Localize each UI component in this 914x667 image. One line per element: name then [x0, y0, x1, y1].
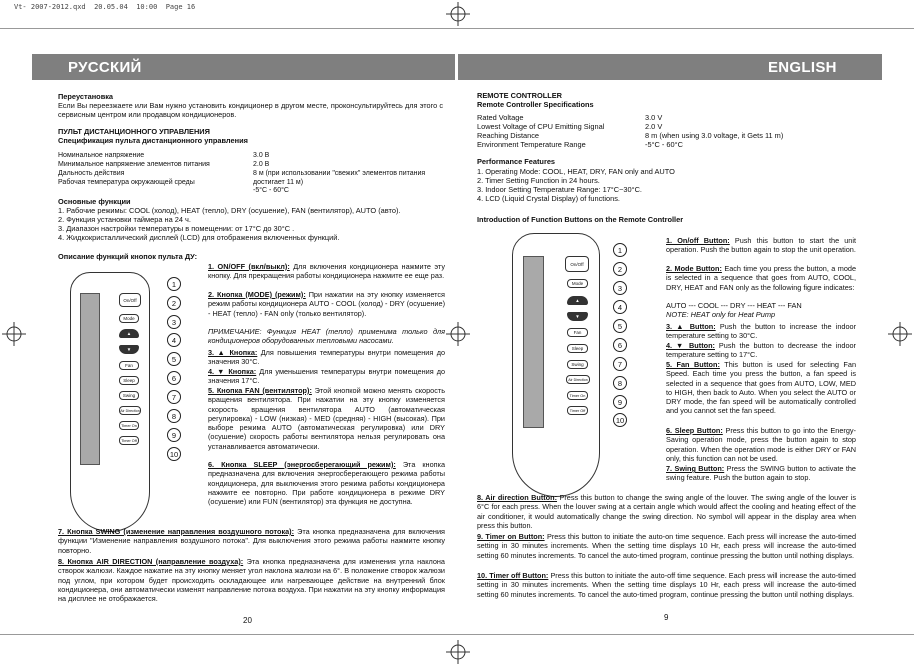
left-btn6-title: 6. Кнопка SLEEP (энергосберегающий режим):	[208, 460, 396, 469]
right-callout-8: 8	[613, 376, 627, 390]
right-btn7-title: 7. Swing Button:	[666, 464, 725, 473]
right-btn3-title: 3. ▲ Button:	[666, 322, 716, 331]
right-feature-2: 2. Timer Setting Function in 24 hours.	[477, 176, 600, 185]
left-callout-9: 9	[167, 428, 181, 442]
right-btn5-title: 5. Fan Button:	[666, 360, 720, 369]
left-callout-5: 5	[167, 352, 181, 366]
left-btn3-desc	[208, 348, 445, 367]
left-callout-1: 1	[167, 277, 181, 291]
right-btn5-text: This button is used for selecting Fan Speed. Each time you press the button, a fan speed is selected in a sequence that goes from AUTO, LOW, MED to HIGH, then back to Auto. When you select the AUTO or DRY mode, the fan speed will be automatically controlled and you cannot set the fan speed.	[666, 360, 857, 416]
left-callout-3: 3	[167, 315, 181, 329]
right-callout-4: 4	[613, 300, 627, 314]
right-remote-btn-down: ▼	[567, 312, 588, 321]
left-btn2-text: При нажатии на эту кнопку изменяется режим работы кондиционера AUTO - COOL (холод) - DRY (осушение) - HEAT (тепло) - FAN only (только вентилятор).	[208, 290, 445, 318]
right-callout-5: 5	[613, 319, 627, 333]
left-btn1-title: 1. ON/OFF (вкл/выкл):	[208, 262, 290, 271]
right-remote-btn-swing: Swing	[567, 360, 588, 369]
left-remote-btn-airdir: Air Direction	[119, 406, 141, 415]
left-btn5-text: Этой кнопкой можно менять скорость вращения вентилятора. При нажатии на эту кнопку изменяется скорость вращения вентилятора AUTO (автоматическая регулировка) - LOW (низкая) - MED (средняя) - HIGH (высокая). При выборе режима AUTO (автоматическая регулировка) или DRY (осушение) скорость работы вентилятора нельзя регулировать она устанавливается автоматически.	[208, 386, 445, 451]
left-btn3-text: Для повышения температуры внутри помещения до значения 30°C.	[208, 348, 446, 367]
right-btn4-title: 4. ▼ Button:	[666, 341, 715, 350]
left-btn6-text: Эта кнопка предназначена для включения энергосберегающего режима работы кондиционера, для выключения этого режима работы кондиционера нажмите ее повторно. При работе кондиционера в режиме DRY (осушение) или FUN (вентилятор) эта функция не доступна.	[208, 460, 446, 507]
right-callout-1: 1	[613, 243, 627, 257]
left-btn8-text: Эта кнопка предназначена для изменения угла наклона створок жалюзи. Каждое нажатие на эту кнопку меняет угол наклона жалюзи на 6°. В положение створок жалюзи под углом, при котором будет происходить оскладающее или нагревающее действие на внутренний блок кондиционера, они автоматически изменят направление потока воздуха. При нажатии на эту кнопку информация на дисплее не отображается.	[58, 557, 445, 604]
right-btn10-desc	[477, 571, 856, 599]
right-btn2-note: NOTE: HEAT only for Heat Pump	[666, 310, 776, 319]
left-spec-label-4: Рабочая температура окружающей среды	[58, 179, 195, 186]
left-spec-label-2: Минимальное напряжение элементов питания	[58, 161, 210, 168]
left-features-heading: Основные функции	[58, 197, 131, 206]
left-remote-illustration	[70, 272, 150, 532]
right-remote-btn-sleep: Sleep	[567, 344, 588, 353]
right-callout-6: 6	[613, 338, 627, 352]
right-remote-heading: REMOTE CONTROLLER	[477, 91, 562, 100]
left-btn8-title: 8. Кнопка AIR DIRECTION (направление воздуха):	[58, 557, 244, 566]
right-spec-value-3: 8 m (when using 3.0 voltage, it Gets 11 m)	[645, 131, 784, 140]
right-page-number: 9	[664, 613, 669, 622]
left-callout-6: 6	[167, 371, 181, 385]
left-remote-display	[80, 293, 100, 465]
left-remote-btn-up: ▲	[119, 329, 139, 338]
right-remote-btn-fan: Fan	[567, 328, 588, 337]
right-btn4-text: Push the button to decrease the indoor temperature setting to 17°C.	[666, 341, 856, 360]
left-remote-btn-swing: Swing	[119, 391, 139, 400]
left-remote-btn-onoff: On/Off	[119, 293, 141, 307]
right-spec-heading: Remote Controller Specifications	[477, 100, 594, 109]
right-btn2-sequence: AUTO --- COOL --- DRY --- HEAT --- FAN	[666, 301, 802, 310]
right-btn6-title: 6. Sleep Button:	[666, 426, 723, 435]
right-spec-value-2: 2.0 V	[645, 122, 663, 131]
left-callout-8: 8	[167, 409, 181, 423]
registration-mark-bottom-icon	[446, 640, 470, 664]
left-btn2-desc	[208, 290, 445, 318]
right-btn2-title: 2. Mode Button:	[666, 264, 722, 273]
right-btn1-title: 1. On/off Button:	[666, 236, 730, 245]
right-callout-9: 9	[613, 395, 627, 409]
right-spec-value-1: 3.0 V	[645, 113, 663, 122]
left-btn7-text: Эта кнопка предназначена для включения функции "Изменение направления воздушного потока". Для выключения этого режима работы нажмите кнопку повторно.	[58, 527, 445, 555]
left-btn5-title: 5. Кнопка FAN (вентилятор):	[208, 386, 312, 395]
left-spec-label-1: Номинальное напряжение	[58, 152, 145, 159]
right-spec-label-4: Environment Temperature Range	[477, 140, 586, 149]
right-callout-10: 10	[613, 413, 627, 427]
right-btn2-desc	[666, 264, 856, 292]
registration-mark-top-icon	[446, 2, 470, 26]
right-callout-3: 3	[613, 281, 627, 295]
right-btn4-desc	[666, 341, 856, 360]
left-btn6-desc	[208, 460, 445, 506]
right-btn10-title: 10. Timer off Button:	[477, 571, 549, 580]
left-feature-1: 1. Рабочие режимы: COOL (холод), HEAT (тепло), DRY (осушение), FAN (вентилятор), AUTO (авто).	[58, 206, 401, 215]
right-btn5-desc	[666, 360, 856, 416]
left-btn7-desc	[58, 527, 445, 555]
right-spec-label-3: Reaching Distance	[477, 131, 540, 140]
left-remote-btn-fan: Fan	[119, 361, 139, 370]
right-btn6-text: Press this button to go into the Energy-Saving operation mode, press the button again to stop operation. When the operation mode is either DRY or FAN only, this function can not be used.	[666, 426, 856, 463]
left-buttons-heading: Описание функций кнопок пульта ДУ:	[58, 252, 198, 261]
left-btn4-title: 4. ▼ Кнопка:	[208, 367, 257, 376]
left-btn1-desc	[208, 262, 445, 281]
left-btn5-desc	[208, 386, 445, 451]
left-lang-title: РУССКИЙ	[68, 59, 142, 76]
right-spec-label-1: Rated Voltage	[477, 113, 524, 122]
right-feature-1: 1. Operating Mode: COOL, HEAT, DRY, FAN only and AUTO	[477, 167, 675, 176]
left-callout-4: 4	[167, 333, 181, 347]
right-btn8-desc	[477, 493, 856, 530]
right-btn1-text: Push this button to start the unit operation. Push the button again to stop the unit operation.	[666, 236, 857, 255]
left-spec-label-3: Дальность действия	[58, 170, 125, 177]
right-remote-btn-onoff: On/Off	[565, 256, 589, 272]
left-btn7-title: 7. Кнопка SWING (изменение направления воздушного потока):	[58, 527, 295, 536]
left-btn8-desc	[58, 557, 445, 603]
registration-mark-right-icon	[888, 322, 912, 346]
right-remote-btn-mode: Mode	[567, 279, 588, 288]
right-remote-display	[523, 256, 544, 428]
right-callout-7: 7	[613, 357, 627, 371]
right-remote-btn-up: ▲	[567, 296, 588, 305]
right-remote-illustration	[512, 233, 600, 497]
right-btn8-text: Press this button to change the swing angle of the louver. The swing angle of the louver is 6°C for each press. When the louver swing at a certain angle which would affect the cooling and heating effect of the air conditioner, it would automatically change the swing direction. No symbol will appear in the display area when press this button.	[477, 493, 857, 530]
right-callout-2: 2	[613, 262, 627, 276]
left-btn1-text: Для включения кондиционера нажмите эту кнопку. Для прекращения работы кондиционера нажмите ее еще раз.	[208, 262, 445, 281]
left-spec-value-3: 8 м (при использовании "свежих" элементов питания достигает 11 м)	[253, 170, 426, 186]
right-btn8-title: 8. Air direction Button:	[477, 493, 558, 502]
left-callout-10: 10	[167, 447, 181, 461]
left-remote-btn-down: ▼	[119, 345, 139, 354]
right-btn7-desc	[666, 464, 856, 483]
left-callout-7: 7	[167, 390, 181, 404]
right-remote-btn-timeron: Timer On	[567, 391, 588, 400]
right-feature-4: 4. LCD (Liquid Crystal Display) of functions.	[477, 194, 620, 203]
right-feature-3: 3. Indoor Setting Temperature Range: 17°C~30°C.	[477, 185, 642, 194]
left-btn4-desc	[208, 367, 445, 386]
registration-mark-center-icon	[446, 322, 470, 346]
right-btn7-text: Press the SWING button to activate the swing feature. Push the button again to stop.	[666, 464, 856, 483]
right-spec-label-2: Lowest Voltage of CPU Emitting Signal	[477, 122, 605, 131]
left-feature-2: 2. Функция установки таймера на 24 ч.	[58, 215, 191, 224]
right-btn3-desc	[666, 322, 856, 341]
left-remote-btn-sleep: Sleep	[119, 376, 139, 385]
crop-line-bottom	[0, 634, 914, 635]
left-spec-value-1: 3.0 В	[253, 152, 270, 159]
left-remote-heading: ПУЛЬТ ДИСТАНЦИОННОГО УПРАВЛЕНИЯ	[58, 127, 210, 136]
left-spec-value-2: 2.0 В	[253, 161, 270, 168]
left-remote-btn-timeron: Timer On	[119, 421, 139, 430]
right-buttons-heading: Introduction of Function Buttons on the Remote Controller	[477, 215, 684, 224]
left-remote-btn-mode: Mode	[119, 314, 139, 323]
right-btn1-desc	[666, 236, 856, 255]
left-btn2-title: 2. Кнопка (MODE) (режим):	[208, 290, 306, 299]
right-remote-btn-timeroff: Timer Off	[567, 406, 588, 415]
right-btn9-desc	[477, 532, 856, 560]
right-btn9-title: 9. Timer on Button:	[477, 532, 545, 541]
left-spec-heading: Спецификация пульта дистанционного управления	[58, 136, 248, 145]
left-remote-btn-timeroff: Timer Off	[119, 436, 139, 445]
left-spec-value-4: -5°C - 60°C	[253, 187, 289, 194]
right-lang-title: ENGLISH	[768, 59, 837, 76]
left-intro-text: Если Вы переезжаете или Вам нужно установить кондиционер в другом месте, проконсультируйтесь для этого с сервисным центром или продавцом кондиционеров.	[58, 101, 443, 120]
left-page-number: 20	[243, 616, 252, 625]
left-feature-3: 3. Диапазон настройки температуры в помещении: от 17°C до 30°C .	[58, 224, 295, 233]
left-btn4-text: Для уменьшения температуры внутри помещения до значения 17°C.	[208, 367, 446, 386]
registration-mark-left-icon	[2, 322, 26, 346]
right-btn10-text: Press this button to initiate the auto-off time sequence. Each press will increase the auto-timed setting in 30 minutes increments. When the setting time displays 10 Hr, each press will increase the auto-timed setting 60 minutes increments. To cancel the auto-timed program, continue pressing the button until nothing displays.	[477, 571, 856, 599]
right-btn6-desc	[666, 426, 856, 463]
right-features-heading: Performance Features	[477, 157, 556, 166]
print-header: Vt- 2007-2012.qxd 20.05.04 10:00 Page 16	[14, 3, 196, 11]
right-btn9-text: Press this button to initiate the auto-on time sequence. Each press will increase the auto-timed setting in 30 minutes increments. When the setting time displays 10 Hr, each press will increase the auto-timed setting 60 minutes increments. To cancel the auto-timed program, continue pressing the button until nothing displays.	[477, 532, 856, 560]
right-remote-btn-airdir: Air Direction	[566, 375, 590, 384]
right-btn2-text: Each time you press the button, a mode is selected in a sequence that goes from AUTO, COOL, DRY, HEAT and FAN only as the following figure indicates:	[666, 264, 857, 292]
crop-line-top	[0, 28, 914, 29]
left-btn3-title: 3. ▲ Кнопка:	[208, 348, 258, 357]
right-btn3-text: Push the button to increase the indoor temperature setting to 30°C.	[666, 322, 857, 341]
left-callout-2: 2	[167, 296, 181, 310]
right-spec-value-4: -5°C - 60°C	[645, 140, 683, 149]
left-intro-heading: Переустановка	[58, 92, 114, 101]
left-feature-4: 4. Жидкокристаллический дисплей (LCD) для отображения включенных функций.	[58, 233, 340, 242]
left-btn2-note: ПРИМЕЧАНИЕ: Функция HEAT (тепло) применима только для кондиционеров оборудованных тепловыми насосами.	[208, 327, 445, 346]
